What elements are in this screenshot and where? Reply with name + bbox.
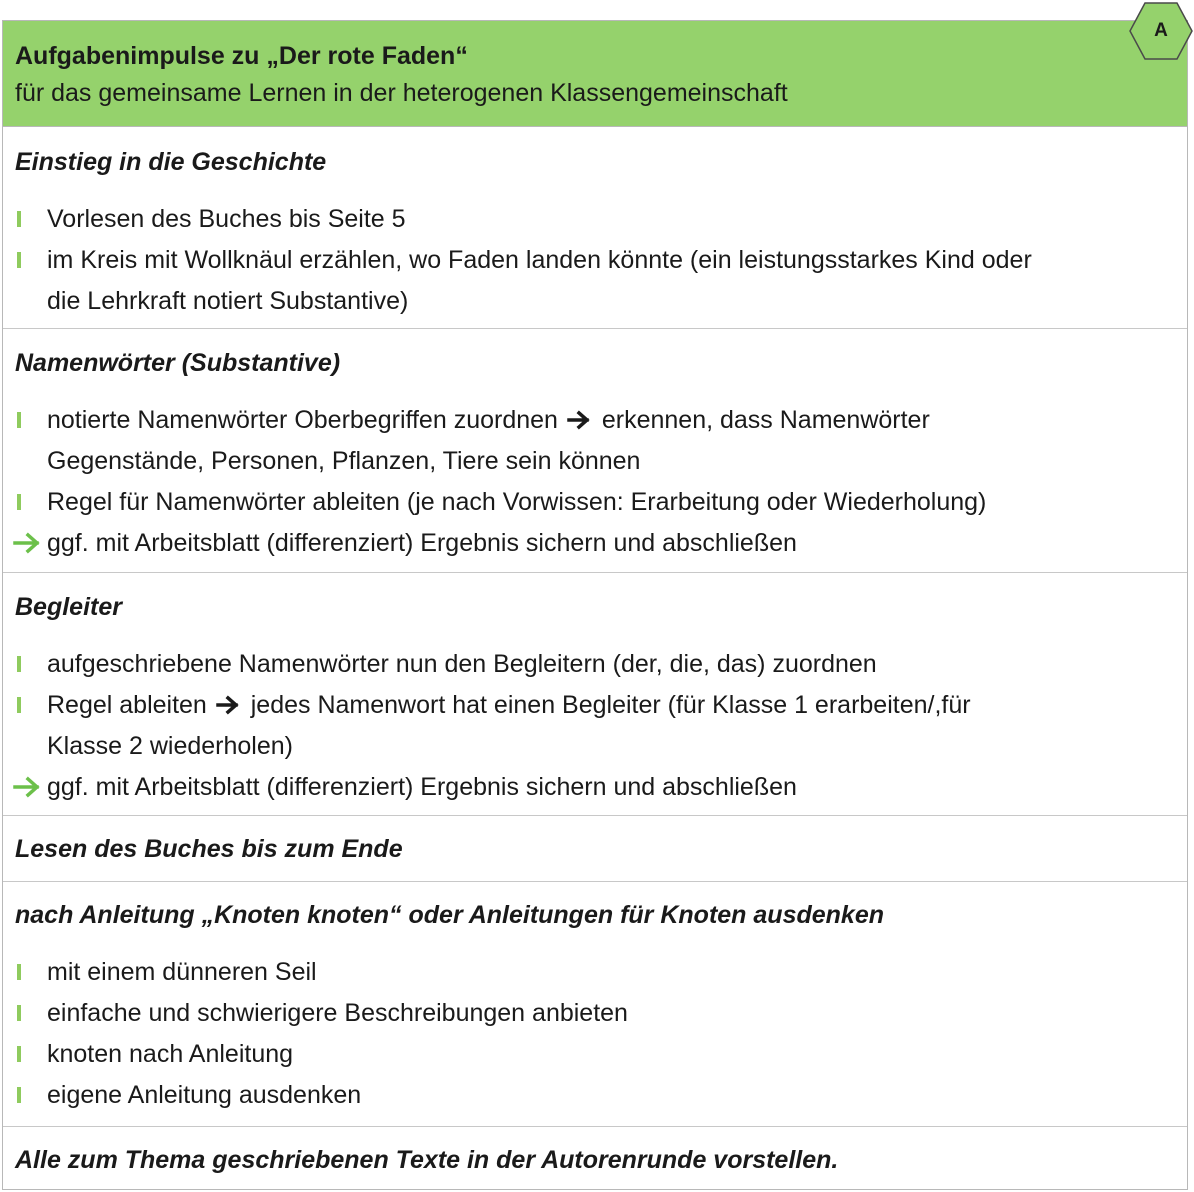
section-title: Alle zum Thema geschriebenen Texte in der Autorenrunde vorstellen. xyxy=(15,1146,839,1174)
bullet-bar-icon xyxy=(17,964,21,980)
section-list xyxy=(15,199,1175,322)
list-item: aufgeschriebene Namenwörter nun den Begleitern (der, die, das) zuordnen xyxy=(15,644,1175,685)
level-label: A xyxy=(1154,20,1168,41)
bullet-bar-icon xyxy=(17,656,21,672)
section-title: Namenwörter (Substantive) xyxy=(15,349,341,377)
section-title: nach Anleitung „Knoten knoten“ oder Anleitungen für Knoten ausdenken xyxy=(15,901,884,929)
list-item: ggf. mit Arbeitsblatt (differenziert) Ergebnis sichern und abschließen xyxy=(15,767,1175,808)
section-lesen xyxy=(3,816,1187,882)
section-title: Lesen des Buches bis zum Ende xyxy=(15,835,403,863)
bullet-bar-icon xyxy=(17,252,21,268)
card-header xyxy=(3,21,1187,127)
list-item: Regel für Namenwörter ableiten (je nach Vorwissen: Erarbeitung oder Wiederholung) xyxy=(15,482,1175,523)
arrow-right-icon xyxy=(567,410,593,430)
list-item: knoten nach Anleitung xyxy=(15,1034,1175,1075)
green-arrow-icon xyxy=(13,775,43,799)
list-item: ggf. mit Arbeitsblatt (differenziert) Ergebnis sichern und abschließen xyxy=(15,523,1175,564)
section-list xyxy=(15,644,1175,808)
section-list xyxy=(15,952,1175,1116)
bullet-bar-icon xyxy=(17,697,21,713)
level-badge xyxy=(1128,2,1194,60)
list-item: mit einem dünneren Seil xyxy=(15,952,1175,993)
green-arrow-icon xyxy=(13,531,43,555)
section-begleiter xyxy=(3,573,1187,816)
bullet-bar-icon xyxy=(17,1046,21,1062)
section-autorenrunde xyxy=(3,1127,1187,1187)
bullet-bar-icon xyxy=(17,1087,21,1103)
section-list xyxy=(15,400,1175,564)
page-title: Aufgabenimpulse zu „Der rote Faden“ xyxy=(15,42,468,70)
section-knoten xyxy=(3,882,1187,1127)
arrow-right-icon xyxy=(216,695,242,715)
list-item: im Kreis mit Wollknäul erzählen, wo Faden landen könnte (ein leistungsstarkes Kind oder die Lehrkraft notiert Substantive) xyxy=(15,240,1175,322)
page-subtitle: für das gemeinsame Lernen in der heterogenen Klassengemeinschaft xyxy=(15,79,788,107)
list-item: notierte Namenwörter Oberbegriffen zuordnen erkennen, dass Namenwörter Gegenstände, Personen, Pflanzen, Tiere sein können xyxy=(15,400,1175,482)
section-title: Begleiter xyxy=(15,593,122,621)
task-card xyxy=(2,20,1188,1190)
bullet-bar-icon xyxy=(17,211,21,227)
list-item: Regel ableiten jedes Namenwort hat einen Begleiter (für Klasse 1 erarbeiten/,für Klasse 2 wiederholen) xyxy=(15,685,1175,767)
section-title: Einstieg in die Geschichte xyxy=(15,148,327,176)
section-namenwoerter xyxy=(3,329,1187,573)
bullet-bar-icon xyxy=(17,494,21,510)
bullet-bar-icon xyxy=(17,1005,21,1021)
list-item: Vorlesen des Buches bis Seite 5 xyxy=(15,199,1175,240)
bullet-bar-icon xyxy=(17,412,21,428)
list-item: eigene Anleitung ausdenken xyxy=(15,1075,1175,1116)
list-item: einfache und schwierigere Beschreibungen anbieten xyxy=(15,993,1175,1034)
section-einstieg xyxy=(3,127,1187,329)
